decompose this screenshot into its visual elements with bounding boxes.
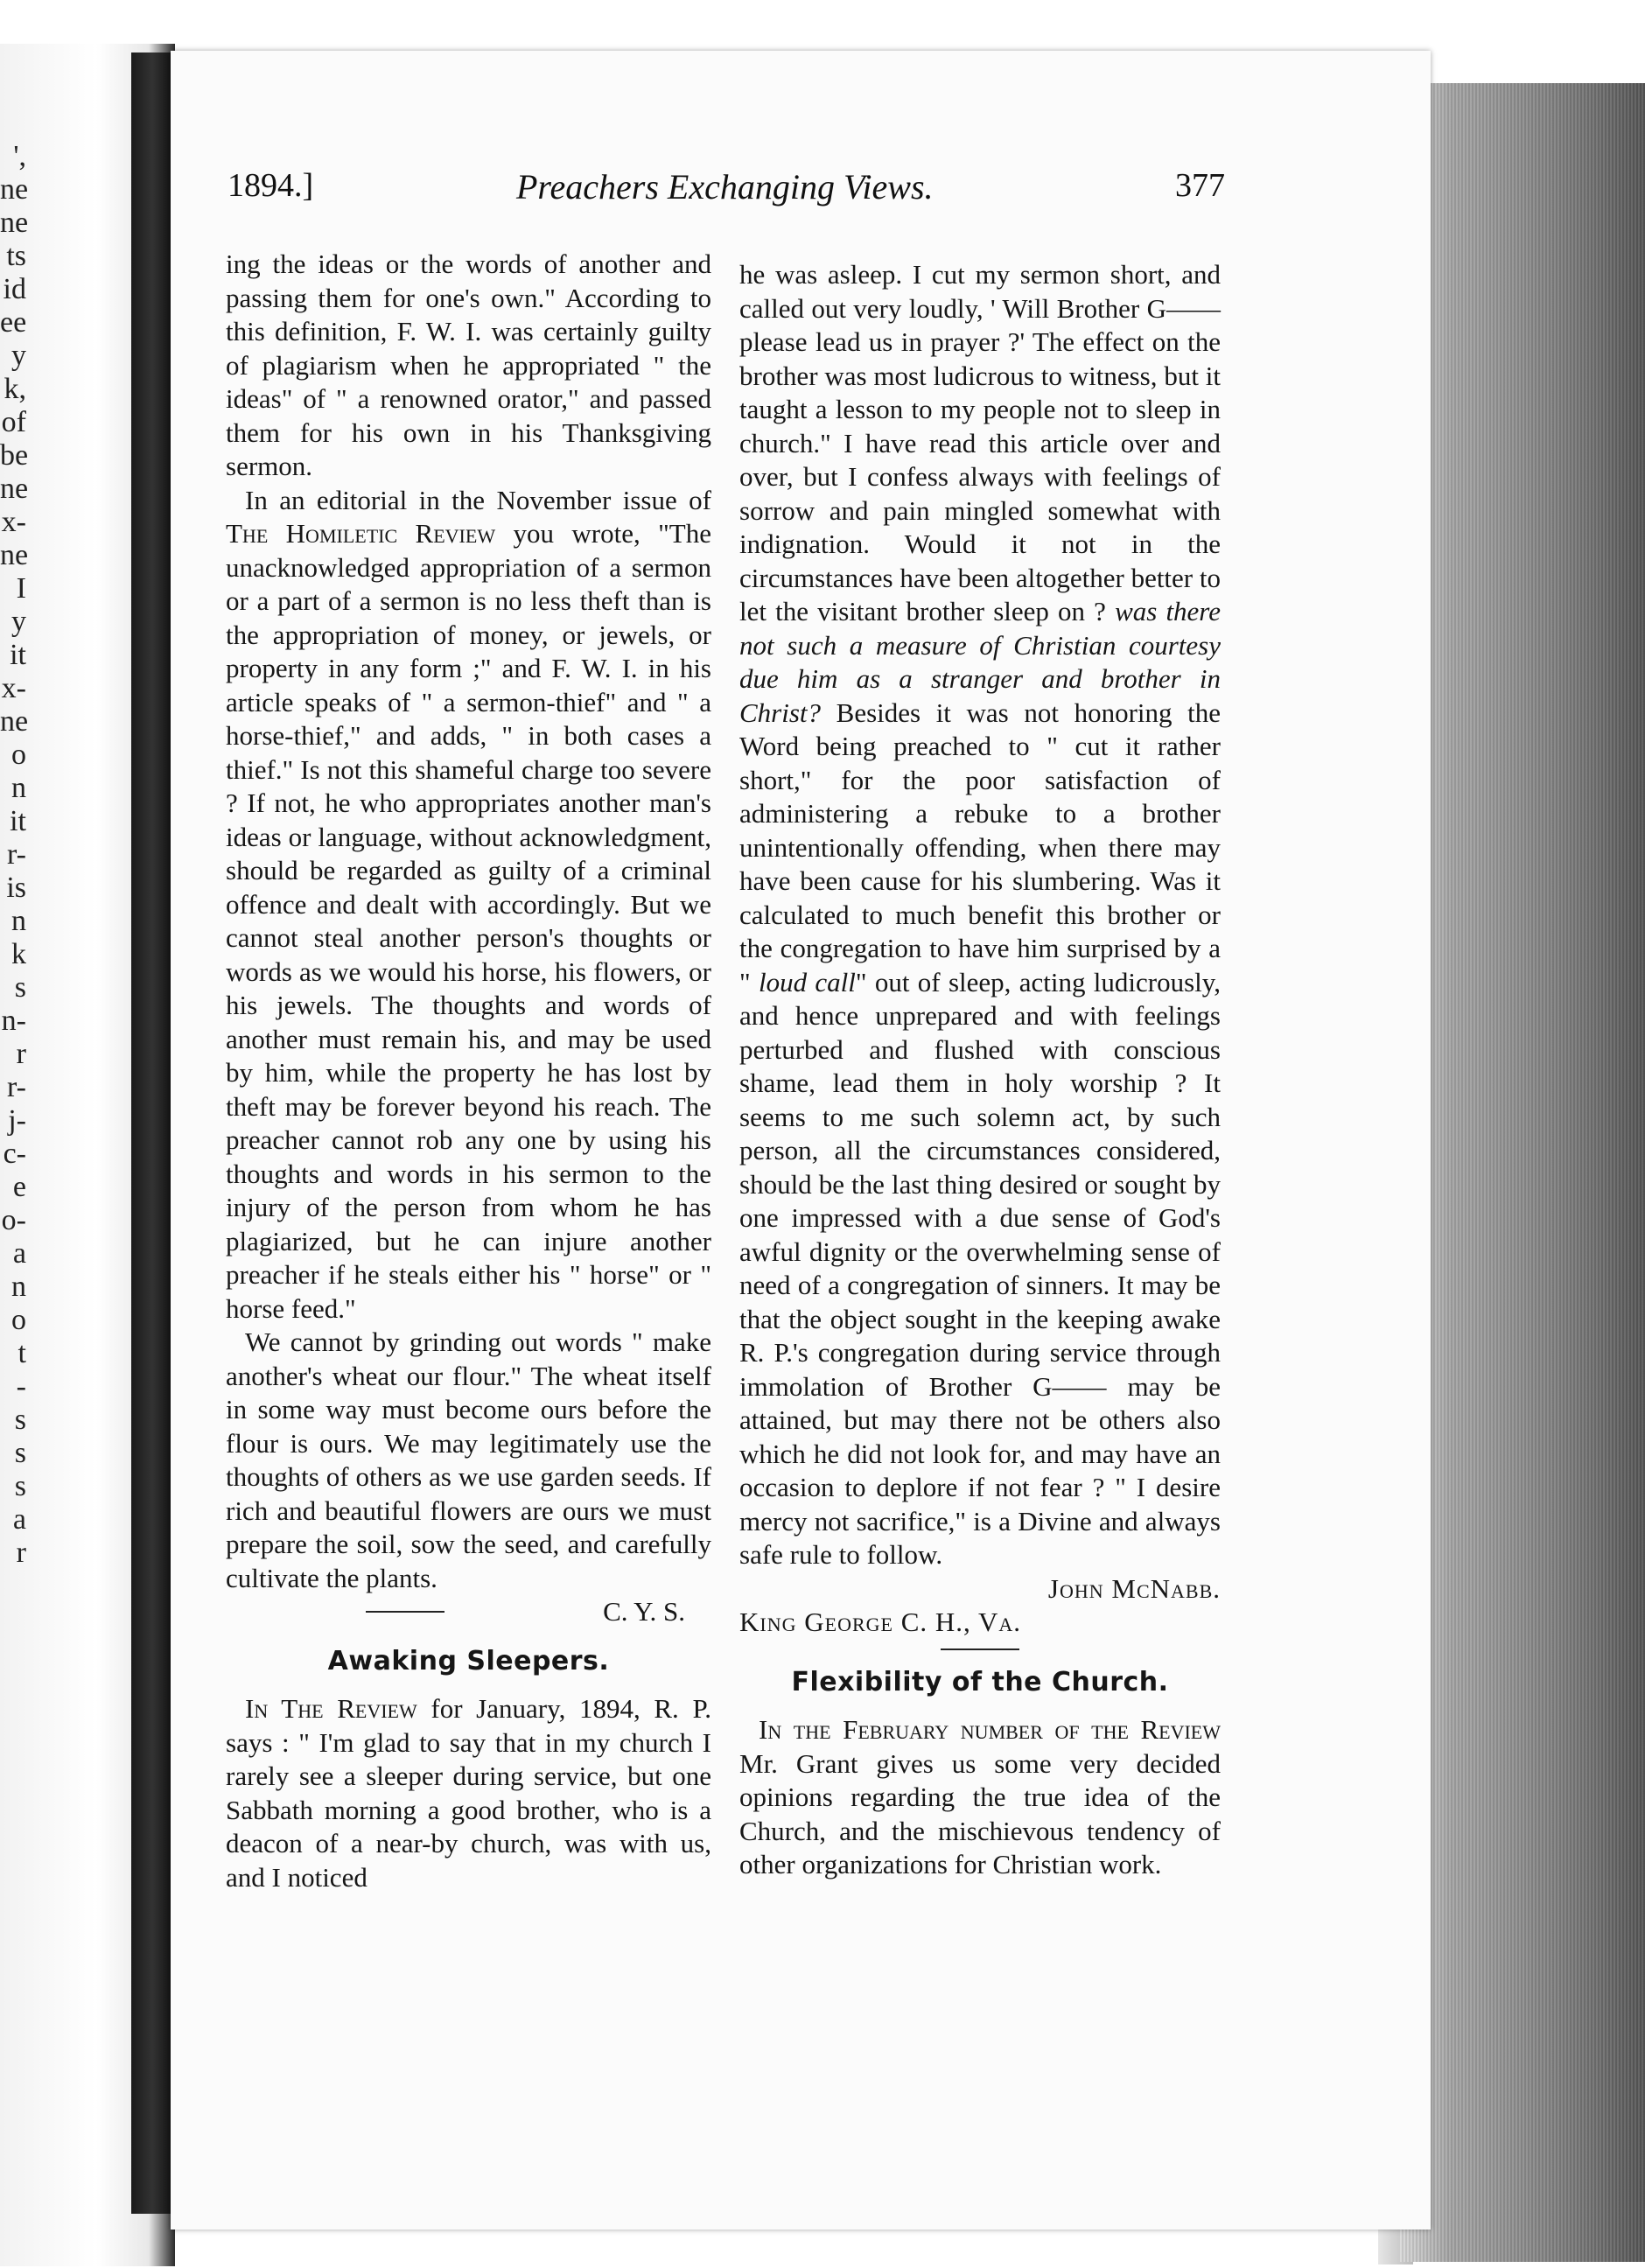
author-initials: C. Y. S.	[603, 1596, 685, 1627]
facing-page-fragment: r-	[7, 1071, 26, 1103]
right-paragraph-1-end: " out of sleep, acting ludicrously, and hence unprepared and with feelings perturbed and flushed with conscious shame, lead them in holy worship ? It seems to me such solemn act, by such person, all the circumstances considered, should be the last thing desired or sought by one impressed with a due sense of God's awful dignity or the overwhelming sense of need of a congregation of sinners. It may be that the object sought in the keeping awake R. P.'s congregation during service through immolation of Brother G—— may be attained, but may there not be others also which he did not look for, and may have an occasion to deplore if not fear ? " I desire mercy not sacrifice," is a Divine and always safe rule to follow.	[739, 966, 1221, 1570]
facing-page-fragment: ne	[0, 206, 29, 239]
facing-page-fragment: ne	[0, 705, 29, 738]
facing-page-text-fragments	[0, 140, 29, 1570]
left-paragraph-2	[226, 484, 711, 1326]
facing-page-fragment: ts	[6, 240, 26, 272]
facing-page-fragment: n	[11, 1270, 26, 1303]
author-location: King George C. H., Va.	[739, 1606, 1021, 1637]
facing-page-fragment: e	[12, 1171, 26, 1203]
facing-page-fragment: n	[11, 772, 26, 804]
facing-page-fragment: y	[11, 340, 26, 372]
facing-page-fragment: ne	[0, 173, 29, 206]
facing-page-fragment: a	[12, 1503, 26, 1536]
facing-page-fragment: s	[14, 971, 26, 1004]
facing-page-fragment: a	[12, 1237, 26, 1270]
facing-page-fragment: k,	[4, 373, 26, 405]
right-paragraph-1-italic: was there not such a measure of Christian courtesy due him as a stranger and brother in Christ?	[739, 596, 1221, 728]
right-column	[739, 258, 1221, 1882]
facing-page-fragment: ',	[13, 140, 26, 172]
facing-page-fragment: x-	[1, 672, 26, 704]
facing-page-fragment: of	[1, 406, 26, 438]
section-divider	[366, 1611, 444, 1613]
facing-page-fragment: ne	[0, 539, 29, 571]
facing-page-fragment: n	[11, 905, 26, 937]
page-stack-edge	[1400, 83, 1645, 2262]
section-heading-flexibility: Flexibility of the Church.	[791, 1666, 1169, 1698]
facing-page-fragment: j-	[8, 1104, 26, 1137]
facing-page-fragment: I	[16, 572, 26, 605]
facing-page-fragment: n-	[1, 1004, 26, 1037]
right-paragraph-1	[739, 258, 1221, 1572]
section-heading-awaking-sleepers: Awaking Sleepers.	[327, 1645, 610, 1676]
facing-page-fragment: o	[11, 1304, 26, 1336]
initials-row	[226, 1595, 711, 1629]
facing-page-fragment: s	[14, 1437, 26, 1469]
facing-page-fragment: be	[0, 439, 29, 472]
facing-page-fragment: ne	[0, 472, 29, 505]
left-column	[226, 248, 711, 1894]
right-paragraph-1-italic-2: loud call	[758, 966, 856, 998]
left-paragraph-4	[226, 1692, 711, 1894]
facing-page-fragment: k	[11, 938, 26, 970]
left-paragraph-2-start: In an editorial in the November issue of	[245, 484, 711, 515]
section-divider-right	[941, 1648, 1019, 1650]
left-paragraph-1: ing the ideas or the words of another and passing them for one's own." According to this definition, F. W. I. was certainly guilty of plagiarism when he appropriated " the ideas" of " a renowned orator," and passed them for his own in his Thanksgiving sermon.	[226, 248, 711, 481]
page-number: 377	[1175, 167, 1225, 204]
right-paragraph-2	[739, 1713, 1221, 1882]
left-paragraph-3: We cannot by grinding out words " make another's wheat our flour." The wheat itself in some way must become ours before the flour is ours. We may legitimately use the thoughts of others as we use garden seeds. If rich and beautiful flowers are ours we must prepare the soil, sow the seed, and carefully cultivate the plants.	[226, 1326, 711, 1593]
facing-page-fragment: y	[11, 606, 26, 638]
journal-name: The Homiletic Review	[226, 518, 496, 549]
header-title: Preachers Exchanging Views.	[516, 167, 934, 206]
facing-page-fragment: r-	[7, 838, 26, 871]
facing-page-fragment: x-	[1, 506, 26, 538]
facing-page-fragment: s	[14, 1404, 26, 1436]
left-paragraph-4-rest: for January, 1894, R. P. says : " I'm glad to say that in my church I rarely see a sleeper during service, but one Sabbath morning a good brother, who is a deacon of a near-by church, was with us, and I noticed	[226, 1693, 711, 1893]
facing-page-fragment: r	[16, 1536, 26, 1569]
facing-page-fragment: id	[3, 273, 26, 305]
right-paragraph-2-rest: Mr. Grant gives us some very decided opinions regarding the true idea of the Church, and the mischievous tendency of other organizations for Christian work.	[739, 1747, 1221, 1880]
facing-page-fragment: c-	[3, 1138, 26, 1170]
facing-page-fragment: o	[11, 738, 26, 771]
right-paragraph-1-middle: Besides it was not honoring the Word being preached to " cut it rather short," for the poor satisfaction of administering a rebuke to a brother unintentionally offending, when there may have been cause for his slumbering. Was it calculated to much benefit this brother or the congregation to have him surprised by a "	[739, 696, 1221, 998]
right-paragraph-2-start: In the February number of the Review	[759, 1714, 1221, 1745]
left-paragraph-4-start: In The Review	[245, 1693, 417, 1724]
running-head	[228, 166, 1225, 219]
facing-page-fragment: r	[16, 1038, 26, 1070]
right-paragraph-1-start: he was asleep. I cut my sermon short, and called out very loudly, ' Will Brother G—— please lead us in prayer ?' The effect on the brother was most ludicrous to witness, but it taught a lesson to my people not to sleep in church." I have read this article over and over, but I confess always with feelings of sorrow and pain mingled somewhat with indignation. Would it not in the circumstances have been altogether better to let the visitant brother sleep on ?	[739, 259, 1221, 626]
facing-page-fragment: is	[6, 872, 26, 904]
facing-page-fragment: o-	[1, 1204, 26, 1236]
facing-page-fragment: t	[18, 1337, 26, 1369]
facing-page-fragment: ee	[0, 306, 27, 339]
author-signature: John McNabb.	[1047, 1572, 1221, 1604]
facing-page-fragment: it	[10, 639, 26, 671]
book-gutter	[131, 52, 173, 2214]
left-paragraph-2-rest: you wrote, "The unacknowledged appropriation of a sermon or a part of a sermon is no less theft than is the appropriation of money, or jewels, or property in any form ;" and F. W. I. in his article speaks of " a sermon-thief" and " a horse-thief," and adds, " in both cases a thief." Is not this shameful charge too severe ? If not, he who appropriates another man's ideas or language, without acknowledgment, should be regarded as guilty of a criminal offence and dealt with accordingly. But we cannot steal another person's thoughts or words as we would his horse, his flowers, or his jewels. The thoughts and words of another must remain his, and may be used by him, while the property he has lost by theft may be forever beyond his reach. The preacher cannot rob any one by using his thoughts and words in his sermon to the injury of the person from whom he has plagiarized, but he can injure another preacher if he steals either his " horse" or " horse feed."	[226, 518, 711, 1324]
facing-page-fragment: s	[14, 1470, 26, 1502]
facing-page-fragment: -	[16, 1370, 26, 1403]
facing-page-fragment: it	[10, 805, 26, 837]
header-year: 1894.]	[228, 167, 314, 204]
